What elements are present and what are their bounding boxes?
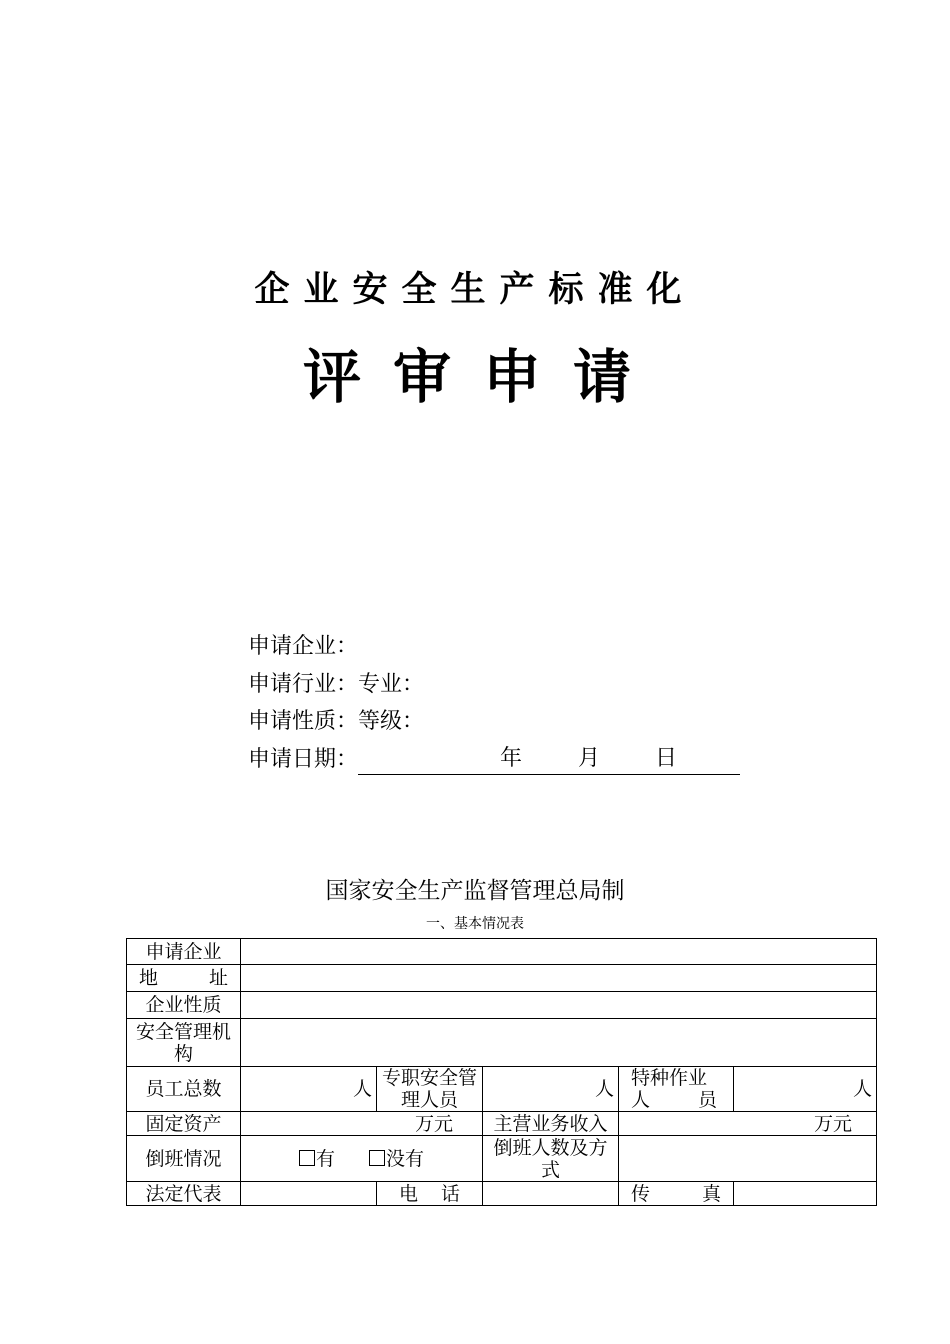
address-a: 地 bbox=[139, 967, 159, 989]
legal-rep-value[interactable] bbox=[241, 1182, 377, 1206]
table-row bbox=[127, 1182, 877, 1206]
table-row bbox=[127, 939, 877, 965]
fax-value[interactable] bbox=[734, 1182, 877, 1206]
total-staff-cell: 员工总数 bbox=[127, 1067, 241, 1112]
nature-line bbox=[248, 707, 424, 737]
safety-org-cell: 安全管理机构 bbox=[127, 1019, 241, 1067]
enterprise-value[interactable] bbox=[241, 939, 877, 965]
year-label: 年 bbox=[500, 746, 523, 771]
title-line-2: 评审申请 bbox=[302, 343, 663, 411]
address-value[interactable] bbox=[241, 965, 877, 992]
nature-cell: 企业性质 bbox=[127, 992, 241, 1019]
safety-org-value[interactable] bbox=[241, 1019, 877, 1067]
phone-value[interactable] bbox=[483, 1182, 619, 1206]
month-label: 月 bbox=[578, 746, 601, 771]
table-row bbox=[127, 1136, 877, 1182]
fax-cell: 传 真 bbox=[619, 1182, 734, 1206]
shift-status-cell: 倒班情况 bbox=[127, 1136, 241, 1182]
special-ops-value[interactable] bbox=[734, 1067, 877, 1112]
person-unit: 人 bbox=[594, 1078, 614, 1100]
enterprise-line bbox=[248, 632, 358, 662]
wan-yuan-unit: 万元 bbox=[415, 1112, 454, 1135]
address-cell bbox=[127, 965, 241, 992]
wan-yuan-unit: 万元 bbox=[814, 1112, 853, 1135]
nature-label: 申请性质： bbox=[248, 709, 359, 734]
date-line bbox=[248, 745, 740, 775]
grade-label: 等级： bbox=[358, 709, 425, 734]
phone-cell: 电 话 bbox=[377, 1182, 483, 1206]
table-row bbox=[127, 992, 877, 1019]
special-ops-cell bbox=[619, 1067, 734, 1112]
industry-line bbox=[248, 670, 424, 700]
shift-count-cell: 倒班人数及方 式 bbox=[483, 1136, 619, 1182]
special-ops-a: 特种作业 bbox=[631, 1067, 708, 1089]
table-row bbox=[127, 965, 877, 992]
specialty-label: 专业： bbox=[358, 672, 425, 697]
checkbox-icon[interactable] bbox=[299, 1150, 315, 1166]
option-yes[interactable]: 有 bbox=[299, 1148, 335, 1170]
enterprise-cell: 申请企业 bbox=[127, 939, 241, 965]
date-label: 申请日期： bbox=[248, 747, 359, 772]
date-field[interactable] bbox=[358, 748, 740, 775]
main-revenue-value[interactable] bbox=[619, 1112, 877, 1136]
industry-label: 申请行业： bbox=[248, 672, 359, 697]
total-staff-value[interactable] bbox=[241, 1067, 377, 1112]
title-line-1: 企业安全生产标准化 bbox=[254, 270, 696, 310]
legal-rep-cell: 法定代表 bbox=[127, 1182, 241, 1206]
day-label: 日 bbox=[655, 746, 678, 771]
basic-info-table bbox=[126, 938, 877, 1206]
table-row bbox=[127, 1019, 877, 1067]
table-caption: 一、基本情况表 bbox=[426, 916, 524, 932]
person-unit: 人 bbox=[853, 1078, 873, 1100]
issuer: 国家安全生产监督管理总局制 bbox=[325, 878, 625, 904]
table-row bbox=[127, 1112, 877, 1136]
special-ops-b1: 人 bbox=[631, 1089, 651, 1111]
fixed-assets-cell: 固定资产 bbox=[127, 1112, 241, 1136]
checkbox-icon[interactable] bbox=[369, 1150, 385, 1166]
enterprise-label: 申请企业： bbox=[248, 634, 359, 659]
shift-count-value[interactable] bbox=[619, 1136, 877, 1182]
main-revenue-cell: 主营业务收入 bbox=[483, 1112, 619, 1136]
option-no[interactable]: 没有 bbox=[369, 1148, 424, 1170]
nature-value[interactable] bbox=[241, 992, 877, 1019]
full-time-safety-cell: 专职安全管理人员 bbox=[377, 1067, 483, 1112]
full-time-safety-value[interactable] bbox=[483, 1067, 619, 1112]
address-b: 址 bbox=[208, 967, 228, 989]
person-unit: 人 bbox=[352, 1078, 372, 1100]
fixed-assets-value[interactable] bbox=[241, 1112, 483, 1136]
special-ops-b2: 员 bbox=[697, 1089, 717, 1111]
shift-options bbox=[241, 1136, 483, 1182]
table-row bbox=[127, 1067, 877, 1112]
